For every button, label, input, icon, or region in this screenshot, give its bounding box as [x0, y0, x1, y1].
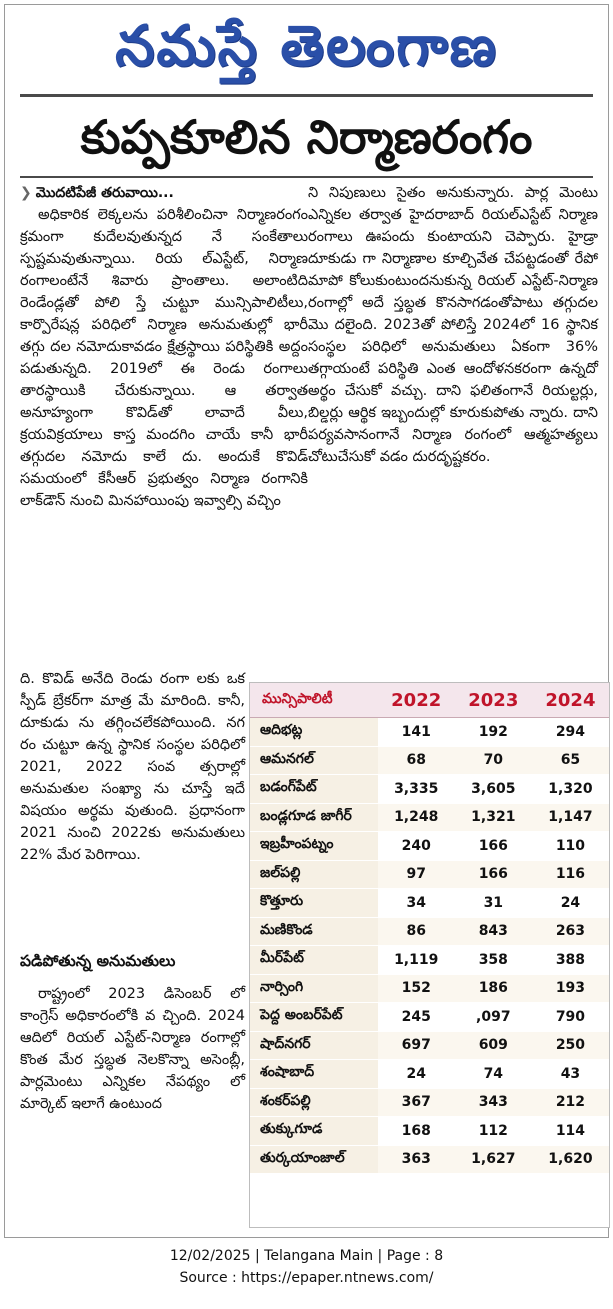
permit-count-cell: 70 [455, 746, 532, 775]
municipality-cell: ఇబ్రహీంపట్నం [250, 832, 378, 861]
permit-count-cell: 1,627 [455, 1145, 532, 1174]
municipality-cell: మణికొండ [250, 917, 378, 946]
permit-count-cell: 790 [532, 1003, 609, 1032]
table-header-municipality: మున్సిపాలిటీ [250, 683, 378, 718]
table-row [250, 946, 609, 975]
article-headline: కుప్పకూలిన నిర్మాణరంగం [80, 110, 533, 164]
table-row [250, 889, 609, 918]
footer-date-line: 12/02/2025 | Telangana Main | Page : 8 [169, 1248, 444, 1264]
article-column-1 [20, 182, 308, 512]
table-row [250, 832, 609, 861]
table-row [250, 860, 609, 889]
permit-count-cell: 68 [378, 746, 455, 775]
permit-count-cell: 240 [378, 832, 455, 861]
municipality-cell: బండ్లగూడ జాగీర్‌ [250, 803, 378, 832]
masthead-divider [20, 94, 593, 97]
table-row [250, 1145, 609, 1174]
permit-count-cell: 294 [532, 718, 609, 747]
table-row [250, 1031, 609, 1060]
article-column-1-bottom [20, 983, 245, 1115]
section-subheading: పడిపోతున్న అనుమతులు [20, 952, 176, 970]
permit-count-cell: 263 [532, 917, 609, 946]
article-column-2 [308, 182, 598, 468]
chevron-right-icon: ❯ [20, 185, 32, 201]
table-row [250, 803, 609, 832]
permit-count-cell: 34 [378, 889, 455, 918]
permit-count-cell: 358 [455, 946, 532, 975]
permit-count-cell: 166 [455, 860, 532, 889]
municipality-cell: శంషాబాద్‌ [250, 1060, 378, 1089]
table-row [250, 1117, 609, 1146]
permit-count-cell: 31 [455, 889, 532, 918]
permit-count-cell: 152 [378, 974, 455, 1003]
permit-count-cell: 1,119 [378, 946, 455, 975]
table-row [250, 1003, 609, 1032]
municipality-cell: మీర్‌పేట్‌ [250, 946, 378, 975]
continuation-kicker [20, 182, 308, 204]
table-row [250, 1060, 609, 1089]
table-row [250, 1088, 609, 1117]
municipality-cell: తుర్కయాంజాల్‌ [250, 1145, 378, 1174]
municipality-cell: జల్‌పల్లి [250, 860, 378, 889]
permits-table [250, 683, 609, 1174]
footer-source-line: Source : https://epaper.ntnews.com/ [179, 1270, 434, 1286]
permit-count-cell: 24 [532, 889, 609, 918]
permit-count-cell: 141 [378, 718, 455, 747]
permit-count-cell: 697 [378, 1031, 455, 1060]
paragraph-1: అధికారిక లెక్కలను పరిశీలించినా నిర్మాణరంగం క్రమంగా కుదేలవుతున్నద నే సంకేతాలు స్పష్టమవుతున్నాయి. రియ ల్‌ఎస్టేట్‌, నిర్మాణ రంగాలంటేనే శివారు ప్రాంతాలు. అలాంటిది రెండేండ్లతో పోలి స్తే చుట్టూ మున్సిపాలిటీలు, కార్పొరేషన్ల పరిధిలో నిర్మాణ అనుమతుల్లో భారీ తగ్గు దల నమోదుకావడం క్షేత్రస్థాయి పరిస్థితికి అద్దం పడుతున్నది. 2019లో ఈ రెండు రంగాలు తారస్థాయికి చేరుకున్నాయి. ఆ తర్వాత అనూహ్యంగా కొవిడ్‌తో లావాదే వీలు, క్రయవిక్రయాలు కాస్త మందగిం చాయే కానీ భారీ తగ్గుదల నమోదు కాలే దు. అందుకే కొవిడ్‌ సమయంలో కేసీఆర్‌ ప్రభుత్వం నిర్మాణ రంగానికి లాక్‌డౌన్‌ నుంచి మినహాయింపు ఇవ్వాల్సి వచ్చిం [20, 207, 308, 509]
table-header-row [250, 683, 609, 718]
table-row [250, 746, 609, 775]
permit-count-cell: 212 [532, 1088, 609, 1117]
permit-count-cell: 116 [532, 860, 609, 889]
municipality-cell: తుక్కుగూడ [250, 1117, 378, 1146]
permit-count-cell: 1,321 [455, 803, 532, 832]
permit-count-cell: 168 [378, 1117, 455, 1146]
permit-count-cell: 3,605 [455, 775, 532, 804]
permit-count-cell: 193 [532, 974, 609, 1003]
permit-count-cell: 250 [532, 1031, 609, 1060]
municipality-cell: బడంగ్‌పేట్‌ [250, 775, 378, 804]
table-header-2022: 2022 [378, 683, 455, 718]
permit-count-cell: 609 [455, 1031, 532, 1060]
table-row [250, 974, 609, 1003]
permit-count-cell: 186 [455, 974, 532, 1003]
municipality-cell: ఆదిభట్ల [250, 718, 378, 747]
permits-table-box [249, 682, 610, 1228]
permit-count-cell: 166 [455, 832, 532, 861]
table-header-2023: 2023 [455, 683, 532, 718]
table-header-2024: 2024 [532, 683, 609, 718]
headline-divider [20, 176, 593, 178]
municipality-cell: నార్సింగి [250, 974, 378, 1003]
permit-count-cell: 65 [532, 746, 609, 775]
permit-count-cell: 245 [378, 1003, 455, 1032]
permit-count-cell: 192 [455, 718, 532, 747]
municipality-cell: ఆమనగల్‌ [250, 746, 378, 775]
permit-count-cell: 343 [455, 1088, 532, 1117]
permit-count-cell: 110 [532, 832, 609, 861]
article-column-1-continued [20, 668, 245, 866]
permit-count-cell: 114 [532, 1117, 609, 1146]
permit-count-cell: 1,248 [378, 803, 455, 832]
permit-count-cell: 1,320 [532, 775, 609, 804]
permit-count-cell: 363 [378, 1145, 455, 1174]
permit-count-cell: ,097 [455, 1003, 532, 1032]
table-row [250, 775, 609, 804]
paragraph-4: ని నిపుణులు సైతం అనుకున్నారు. పార్ల మెంటు ఎన్నికల తర్వాత హైదరాబాద్‌ రియల్‌ఎస్టేట్‌ నిర్మాణ రంగాలు ఊపందు కుంటాయని చెప్పారు. హైడ్రా దూకుడు గా నిర్మాణాల కూల్చివేత చేపట్టడంతో రేపో మాపో కోలుకుంటుందనుకున్న రియల్‌ ఎస్టేట్‌-నిర్మాణ రంగాల్లో అదే స్తబ్ధత కొనసాగడంతోపాటు తగ్గుదల మొ దలైంది. 2023తో పోలిస్తే 2024లో 16 స్థానిక సంస్థల పరిధిలో అనుమతులు ఏకంగా 36% తగ్గాయంటే పరిస్థితి ఎంత ఆందోళనకరంగా ఉన్నదో అర్థం చేసుకో వచ్చు. దాని ఫలితంగానే రియల్టర్లు, బిల్డర్లు ఆర్థిక ఇబ్బందుల్లో కూరుకుపోతు న్నారు. దాని పర్యవసానంగానే నిర్మాణ రంగంలో ఆత్మహత్యలు చోటుచేసుకో వడం దురదృష్టకరం. [308, 185, 598, 465]
paragraph-2: ది. కొవిడ్‌ అనేది రెండు రంగా లకు ఒక స్పీడ్‌ బ్రేకర్‌గా మాత్ర మే మారింది. కానీ, దూకుడు ను తగ్గించలేకపోయింది. నగ రం చుట్టూ ఉన్న స్థానిక సంస్థల పరిధిలో 2021, 2022 సంవ త్సరాల్లో అనుమతుల సంఖ్యా ను చూస్తే ఇదే విషయం అర్థమ వుతుంది. ప్రధానంగా 2021 నుంచి 2022కు అనుమతులు 22% మేర పెరిగాయి. [20, 671, 245, 863]
newspaper-masthead: నమస్తే తెలంగాణ [115, 14, 498, 79]
municipality-cell: శంకర్‌పల్లి [250, 1088, 378, 1117]
permit-count-cell: 112 [455, 1117, 532, 1146]
municipality-cell: పెద్ద అంబర్‌పేట్‌ [250, 1003, 378, 1032]
kicker-text: మొదటిపేజీ తరువాయి... [35, 185, 174, 201]
permit-count-cell: 1,147 [532, 803, 609, 832]
permit-count-cell: 1,620 [532, 1145, 609, 1174]
permit-count-cell: 74 [455, 1060, 532, 1089]
permit-count-cell: 3,335 [378, 775, 455, 804]
paragraph-3: రాష్ట్రంలో 2023 డిసెంబర్‌ లో కాంగ్రెస్‌ అధికారంలోకి వ చ్చింది. 2024 ఆదిలో రియల్‌ ఎస్టేట్‌-నిర్మాణ రంగాల్లో కొంత మేర స్తబ్ధత నెలకొన్నా అసెంబ్లీ, పార్లమెంటు ఎన్నికల నేపథ్యం లో మార్కెట్‌ ఇలాగే ఉంటుంద [20, 986, 245, 1112]
municipality-cell: షాద్‌నగర్‌ [250, 1031, 378, 1060]
permit-count-cell: 97 [378, 860, 455, 889]
permit-count-cell: 43 [532, 1060, 609, 1089]
permit-count-cell: 86 [378, 917, 455, 946]
permit-count-cell: 367 [378, 1088, 455, 1117]
table-row [250, 718, 609, 747]
permit-count-cell: 24 [378, 1060, 455, 1089]
municipality-cell: కొత్తూరు [250, 889, 378, 918]
permit-count-cell: 843 [455, 917, 532, 946]
table-row [250, 917, 609, 946]
permit-count-cell: 388 [532, 946, 609, 975]
